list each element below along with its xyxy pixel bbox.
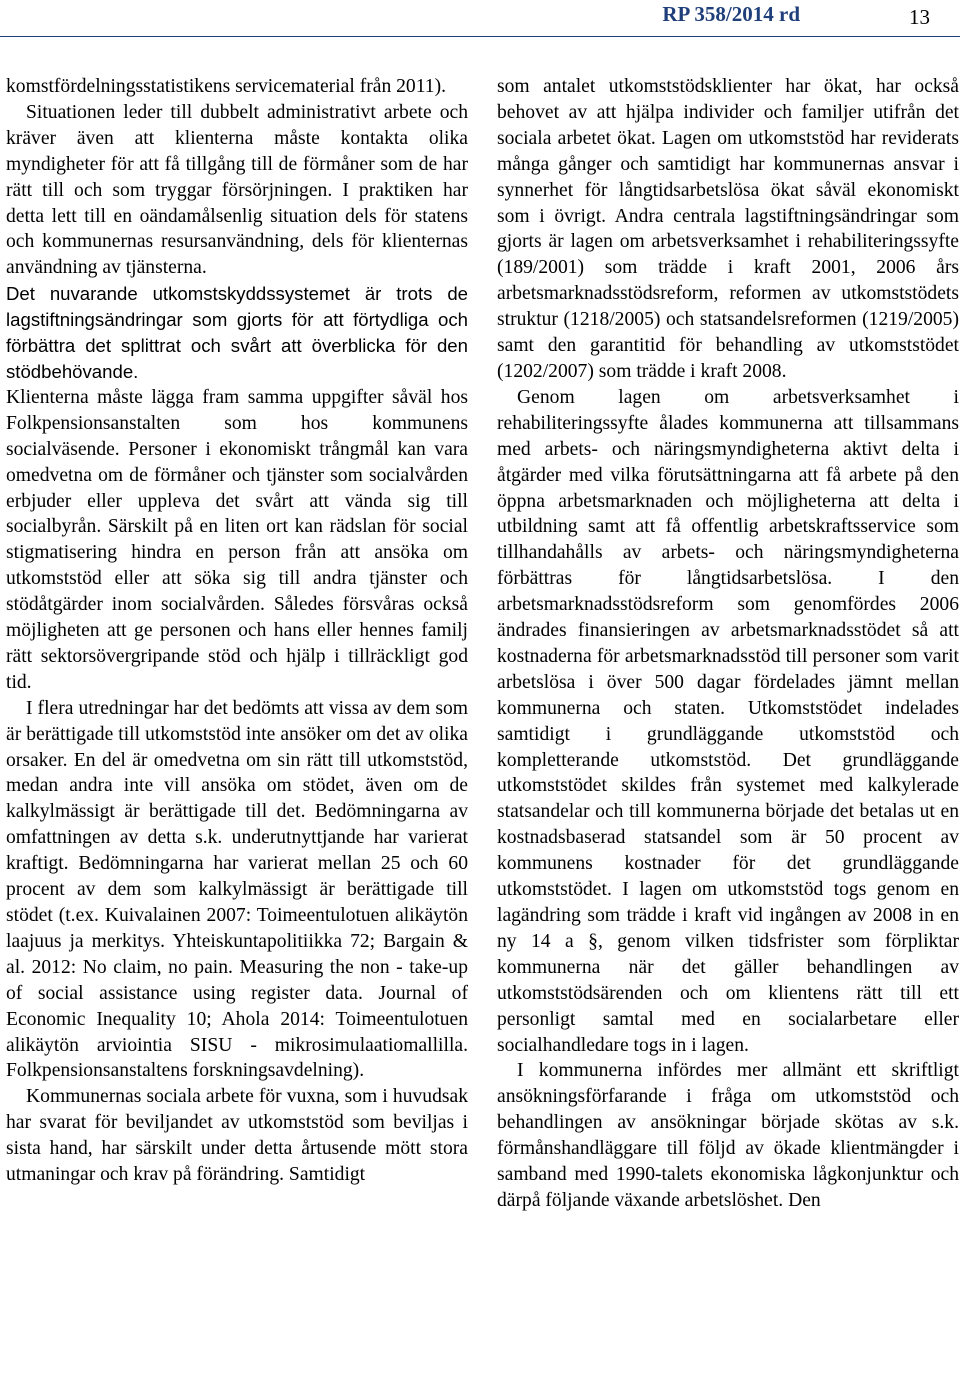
paragraph: Klienterna måste lägga fram samma uppgifter såväl hos Folkpensionsanstalten som hos kommunens socialväsende. Personer i ekonomiskt trångmål kan vara omedvetna om de förmåner och tjänster som socialvården erbjuder eller uppleva det svårt att vända sig till socialbyrån. Särskilt på en liten ort kan rädslan för social stigmatisering hindra en person från att ansöka om utkomststöd eller att söka sig till andra tjänster och stödåtgärder inom socialvården. Således försvåras också möjligheten att ge personen och hans eller hennes familj rätt sektorsövergripande stöd och hjälp i tillräckligt god tid. [6,386,468,693]
paragraph: komstfördelningsstatistikens servicematerial från 2011). [6,76,447,97]
page-header [0,0,960,44]
paragraph: Kommunernas sociala arbete för vuxna, som i huvudsak har svarat för beviljandet av utkomststöd som beviljas i sista hand, har särskilt under detta årtusende mött stora utmaningar och krav på förändring. Samtidigt [6,1086,468,1186]
paragraph: I flera utredningar har det bedömts att vissa av dem som är berättigade till utkomststöd inte ansöker om det av olika orsaker. En del är omedvetna om sin rätt till utkomststöd, medan andra inte vill ansöka om stödet, även om de kalkylmässigt är berättigade till det. Bedömningarna av omfattningen av detta s.k. underutnyttjande har varierat kraftigt. Bedömningarna har varierat mellan 25 och 60 procent av dem som kalkylmässigt är berättigade till stödet (t.ex. Kuivalainen 2007: Toimeentulotuen alikäytön laajuus ja merkitys. Yhteiskuntapolitiikka 72; Bargain & al. 2012: No claim, no pain. Measuring the non - take-up of social assistance using register data. Journal of Economic Inequality 10; Ahola 2014: Toimeentulotuen alikäytön arviointia SISU - mikrosimulaatiomallilla. Folkpensionsanstaltens forskningsavdelning). [6,697,468,1082]
left-column [6,74,468,1188]
paragraph: Det nuvarande utkomstskyddssystemet är trots de lagstiftningsändringar som gjorts för att förtydliga och förbättra det splittrat och svårt att överblicka för den stödbehövande. [6,283,468,382]
page-number: 13 [909,5,930,29]
paragraph: I kommunerna infördes mer allmänt ett skriftligt ansökningsförfarande i fråga om utkomststöd och behandlingen av ansökningar började skötas av s.k. förmånshandläggare till följd av ökade klientmängder i samband med 1990-talets ekonomiska lågkonjunktur och därpå följande växande arbetslöshet. Den [497,1060,959,1211]
header-rule [0,36,960,37]
paragraph: Genom lagen om arbetsverksamhet i rehabiliteringssyfte ålades kommunerna att tillsammans med arbets- och näringsmyndigheterna aktivt delta i åtgärder med vilka förutsättningarna att få arbete på den öppna arbetsmarknaden och möjligheterna att delta i utbildning samt att få offentlig arbetskraftsservice som tillhandahålls av arbets- och näringsmyndigheterna förbättras för långtidsarbetslösa. I den arbetsmarknadsstödsreform som genomfördes 2006 ändrades finansieringen av arbetsmarknadsstödet så att kostnaderna för arbetsmarknadsstöd till personer som varit arbetslösa i över 500 dagar fördelades jämnt mellan kommunerna och staten. Utkomststödet indelades samtidigt i grundläggande utkomststöd och kompletterande utkomststöd. Det grundläggande utkomststödet skildes från systemet med kalkylerade statsandelar och till kommunerna började det betalas ut en kostnadsbaserad statsandel som är 50 procent av kommunens kostnader för det grundläggande utkomststödet. I lagen om utkomststöd togs genom en lagändring som trädde i kraft vid ingången av 2008 in en ny 14 a §, genom vilken tidsfrister som förpliktar kommunerna när det gäller behandlingen av utkomststödsärenden och om klientens rätt till ett personligt samtal med en socialarbetare eller socialhandledare togs in i lagen. [497,386,959,1056]
right-column [497,74,959,1214]
document-id: RP 358/2014 rd [662,2,800,26]
paragraph: som antalet utkomststödsklienter har ökat, har också behovet av att hjälpa individer och familjer utifrån det sociala arbetet ökat. Lagen om utkomststöd har reviderats många gånger och samtidigt har kommunernas ansvar i synnerhet för långtidsarbetslösa ökat såväl ekonomiskt som i övrigt. Andra centrala lagstiftningsändringar som gjorts är lagen om arbetsverksamhet i rehabiliteringssyfte (189/2001) som trädde i kraft 2001, 2006 års arbetsmarknadsstödsreform, reformen av utkomststödets struktur (1218/2005) och statsandelsreformen (1219/2005) samt den garantitid för behandling av utkomststödet (1202/2007) som trädde i kraft 2008. [497,76,959,382]
paragraph: Situationen leder till dubbelt administrativt arbete och kräver även att klienterna måste kontakta olika myndigheter för att få tillgång till de förmåner som de har rätt till och som tryggar försörjningen. I praktiken har detta lett till en oändamålsenlig situation dels för statens och kommunernas resursanvändning, dels för klienternas användning av tjänsterna. [6,101,468,279]
